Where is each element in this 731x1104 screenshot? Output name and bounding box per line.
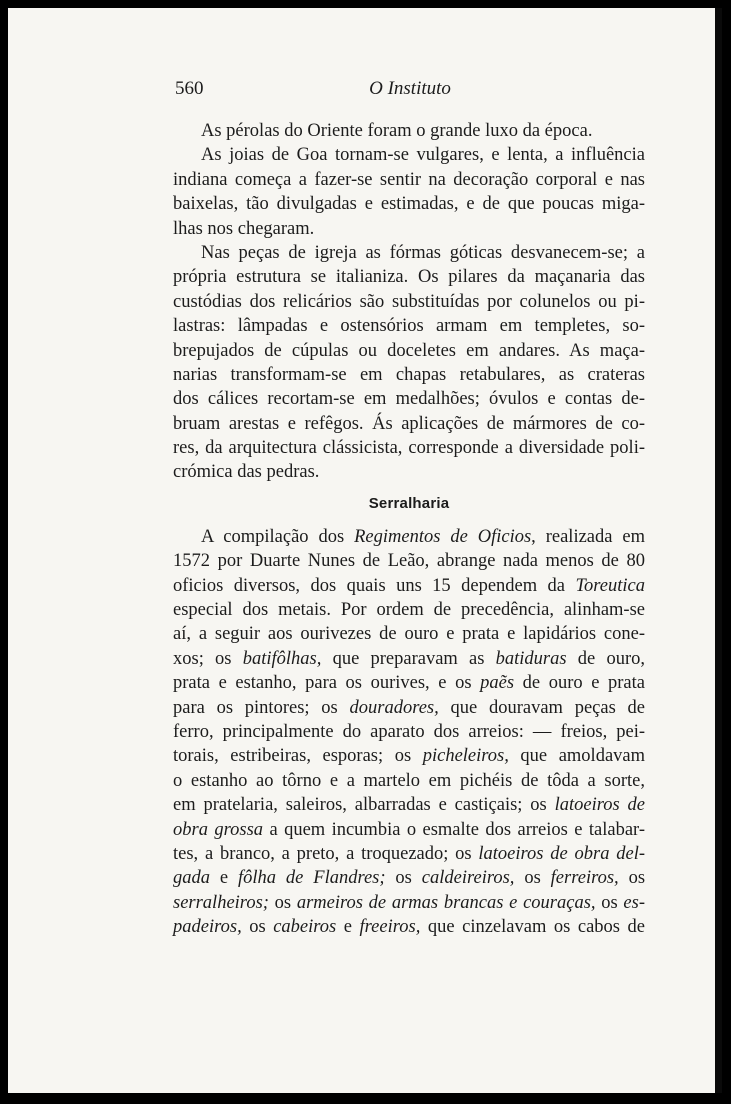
text-line: própria estrutura se italianiza. Os pilares da maçanaria das — [173, 267, 645, 288]
text-line: gada e fôlha de Flandres; os caldeireiros, os ferreiros, os — [173, 868, 646, 889]
text-line: lastras: lâmpadas e ostensórios armam em templetes, so- — [173, 316, 645, 337]
text-line: obra grossa a quem incumbia o esmalte dos arreios e talabar- — [173, 819, 645, 840]
text-line: narias transformam-se em chapas retabulares, as crateras — [173, 364, 645, 385]
text-line: As pérolas do Oriente foram o grande luxo da época. — [201, 121, 593, 141]
scan-border — [715, 8, 722, 1093]
text-line: res, da arquitectura clássicista, corresponde a diversidade poli- — [173, 438, 645, 459]
text-line: serralheiros; os armeiros de armas brancas e couraças, os es- — [173, 892, 645, 913]
text-line: xos; os batifôlhas, que preparavam as batiduras de ouro, — [173, 648, 645, 669]
running-title: O Instituto — [369, 78, 451, 99]
text-line: em pratelaria, saleiros, albarradas e castiçais; os latoeiros de — [173, 795, 645, 816]
text-line: especial dos metais. Por ordem de precedência, alinham-se — [173, 600, 645, 621]
text-line: baixelas, tão divulgadas e estimadas, e de que poucas miga- — [173, 194, 645, 215]
text-line: dos cálices recortam-se em medalhões; óvulos e contas de- — [173, 389, 645, 410]
text-line: custódias dos relicários são substituídas por colunelos ou pi- — [173, 291, 645, 312]
text-line: indiana começa a fazer-se sentir na decoração corporal e nas — [173, 169, 645, 190]
text-line: o estanho ao tôrno e a martelo em pichéis de tôda a sorte, — [173, 770, 645, 791]
text-line: para os pintores; os douradores, que douravam peças de — [173, 697, 645, 718]
text-line: 1572 por Duarte Nunes de Leão, abrange nada menos de 80 — [173, 551, 645, 572]
text-line: bruam arestas e refêgos. Ás aplicações de mármores de co- — [173, 413, 645, 434]
text-line: prata e estanho, para os ourives, e os paẽs de ouro e prata — [173, 673, 645, 694]
text-line: As joias de Goa tornam-se vulgares, e lenta, a influência — [201, 145, 645, 166]
section-gap — [173, 517, 645, 525]
text-line: A compilação dos Regimentos de Oficios, realizada em — [201, 526, 645, 547]
body-text — [173, 119, 645, 940]
page-number: 560 — [175, 78, 204, 99]
text-line: aí, a seguir aos ourivezes de ouro e prata e lapidários cone- — [173, 624, 645, 645]
text-line: crómica das pedras. — [173, 462, 320, 483]
text-line: oficios diversos, dos quais uns 15 dependem da Toreutica — [173, 575, 645, 596]
text-line: ferro, principalmente do aparato dos arreios: — freios, pei- — [173, 721, 645, 742]
text-line: Nas peças de igreja as fórmas góticas desvanecem-se; a — [201, 242, 645, 263]
page-header — [175, 78, 645, 102]
section-title: Serralharia — [368, 494, 450, 512]
text-line: torais, estribeiras, esporas; os picheleiros, que amoldavam — [173, 746, 646, 767]
text-line: padeiros, os cabeiros e freeiros, que cinzelavam os cabos de — [173, 917, 645, 938]
text-line: lhas nos chegaram. — [173, 218, 315, 239]
text-line: brepujados de cúpulas ou doceletes em andares. As maça- — [173, 340, 645, 361]
text-line: tes, a branco, a preto, a troquezado; os latoeiros de obra del- — [173, 843, 646, 864]
scanned-page — [8, 8, 722, 1093]
